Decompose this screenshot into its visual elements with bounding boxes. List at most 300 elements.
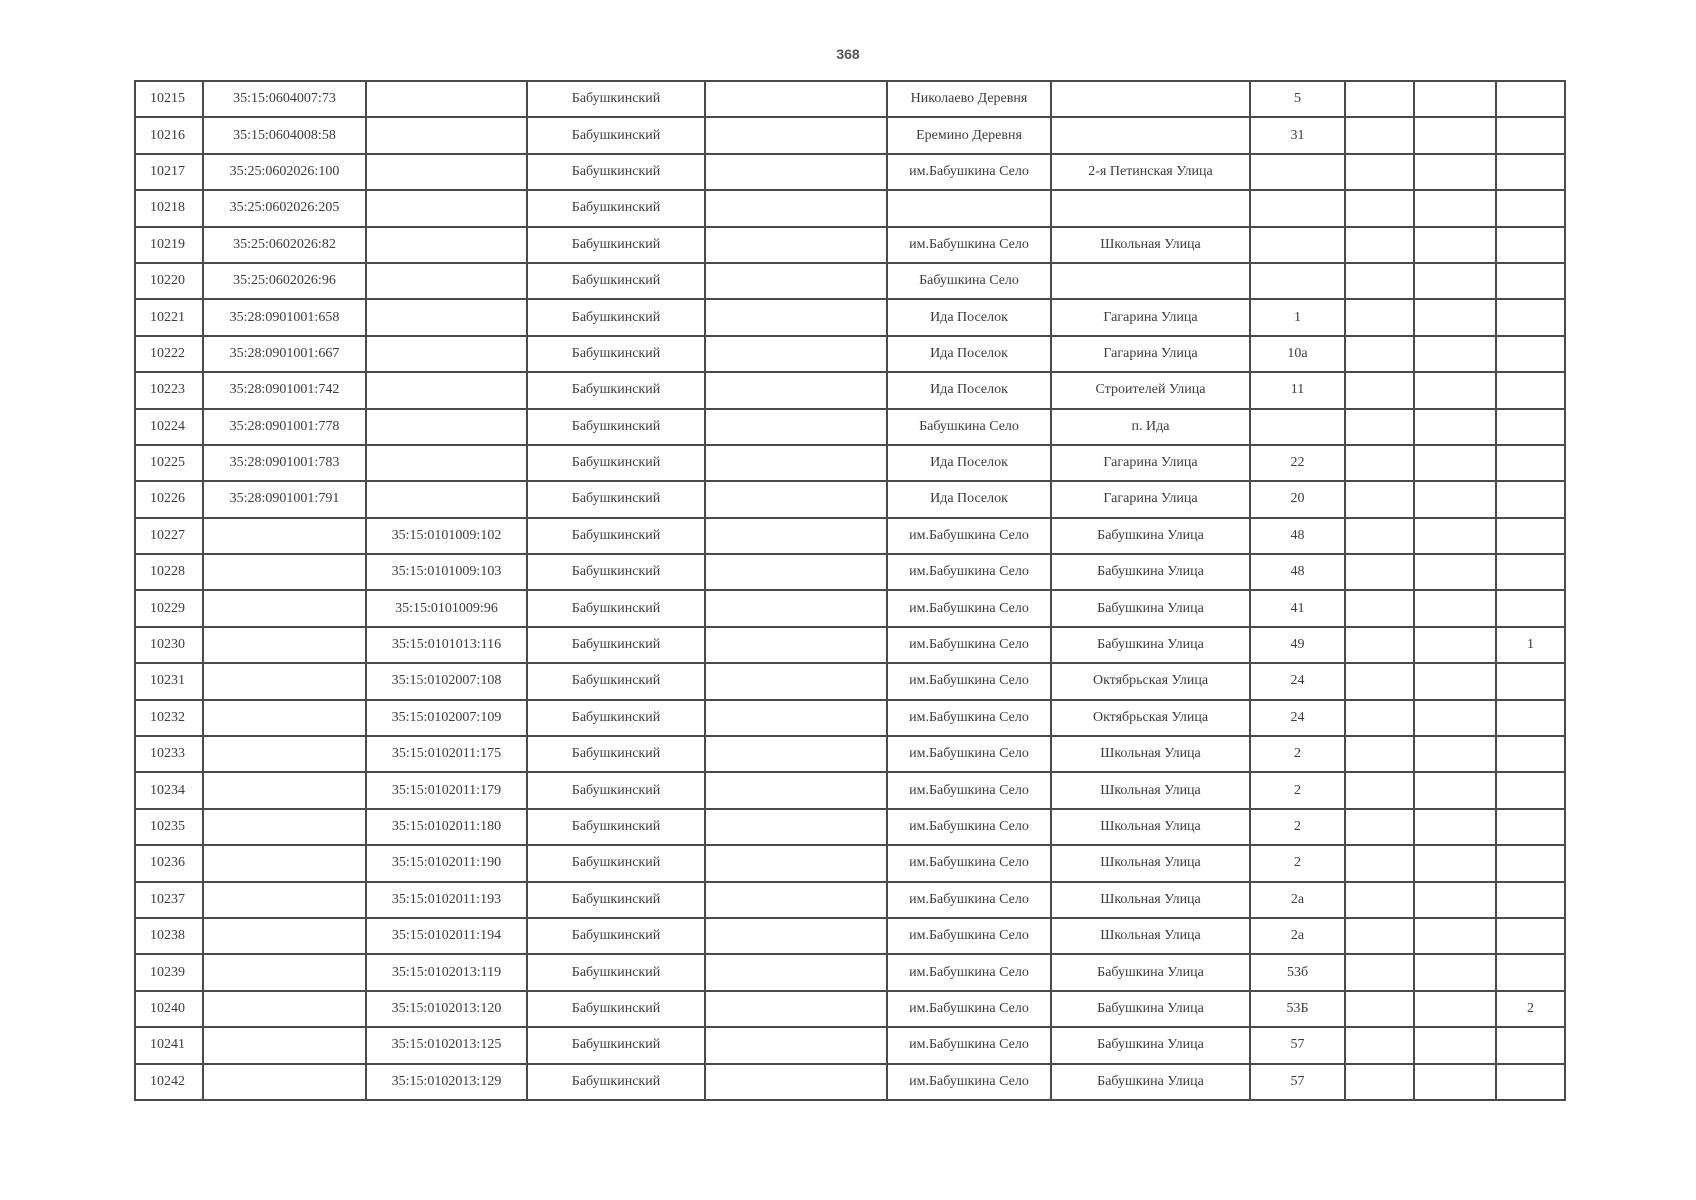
cell-house: 2 <box>1250 736 1345 772</box>
cell-district: Бабушкинский <box>527 445 705 481</box>
cell-col11: 2 <box>1496 991 1565 1027</box>
cell-house: 57 <box>1250 1027 1345 1063</box>
cell-col9 <box>1345 518 1414 554</box>
cell-col11 <box>1496 809 1565 845</box>
cell-house: 11 <box>1250 372 1345 408</box>
cell-house: 24 <box>1250 700 1345 736</box>
table-row <box>135 336 1565 372</box>
cell-col10 <box>1414 263 1496 299</box>
cell-cadastral-a: 35:28:0901001:783 <box>203 445 366 481</box>
cell-col10 <box>1414 336 1496 372</box>
cell-number: 10235 <box>135 809 203 845</box>
cell-house: 5 <box>1250 81 1345 117</box>
cell-col9 <box>1345 845 1414 881</box>
cell-street: Гагарина Улица <box>1051 445 1250 481</box>
cell-cadastral-a: 35:15:0604008:58 <box>203 117 366 153</box>
table-row <box>135 663 1565 699</box>
cell-col11 <box>1496 190 1565 226</box>
cell-number: 10234 <box>135 772 203 808</box>
cell-col9 <box>1345 918 1414 954</box>
cell-col10 <box>1414 117 1496 153</box>
cell-col5 <box>705 736 887 772</box>
cell-district: Бабушкинский <box>527 882 705 918</box>
cell-col11 <box>1496 918 1565 954</box>
cell-cadastral-b: 35:15:0102007:109 <box>366 700 527 736</box>
cell-house: 2а <box>1250 918 1345 954</box>
cell-cadastral-a <box>203 1027 366 1063</box>
table-row <box>135 409 1565 445</box>
cell-district: Бабушкинский <box>527 263 705 299</box>
cell-col9 <box>1345 227 1414 263</box>
cell-locality: Николаево Деревня <box>887 81 1051 117</box>
cell-number: 10222 <box>135 336 203 372</box>
cell-number: 10219 <box>135 227 203 263</box>
cell-number: 10226 <box>135 481 203 517</box>
cell-col9 <box>1345 1064 1414 1100</box>
cell-street: Бабушкина Улица <box>1051 954 1250 990</box>
cell-number: 10216 <box>135 117 203 153</box>
cell-locality: им.Бабушкина Село <box>887 954 1051 990</box>
cell-col10 <box>1414 882 1496 918</box>
cell-district: Бабушкинский <box>527 227 705 263</box>
table-row <box>135 263 1565 299</box>
cell-col11 <box>1496 445 1565 481</box>
cell-district: Бабушкинский <box>527 590 705 626</box>
cell-number: 10215 <box>135 81 203 117</box>
cell-street: Бабушкина Улица <box>1051 627 1250 663</box>
cell-street: Бабушкина Улица <box>1051 554 1250 590</box>
cell-col10 <box>1414 154 1496 190</box>
cell-col5 <box>705 117 887 153</box>
cell-house: 49 <box>1250 627 1345 663</box>
cell-house: 57 <box>1250 1064 1345 1100</box>
cell-number: 10229 <box>135 590 203 626</box>
cell-cadastral-a <box>203 627 366 663</box>
cell-col5 <box>705 845 887 881</box>
cell-street: Школьная Улица <box>1051 918 1250 954</box>
cell-col10 <box>1414 991 1496 1027</box>
cell-street: Школьная Улица <box>1051 882 1250 918</box>
cell-number: 10224 <box>135 409 203 445</box>
cell-cadastral-b: 35:15:0102013:120 <box>366 991 527 1027</box>
cell-street: Школьная Улица <box>1051 736 1250 772</box>
cell-house: 41 <box>1250 590 1345 626</box>
cell-col11 <box>1496 663 1565 699</box>
cell-col9 <box>1345 117 1414 153</box>
cell-district: Бабушкинский <box>527 772 705 808</box>
cell-number: 10225 <box>135 445 203 481</box>
cell-col5 <box>705 1064 887 1100</box>
cell-cadastral-b: 35:15:0102007:108 <box>366 663 527 699</box>
cell-col5 <box>705 700 887 736</box>
cell-street: Школьная Улица <box>1051 772 1250 808</box>
cell-col5 <box>705 590 887 626</box>
cell-district: Бабушкинский <box>527 372 705 408</box>
cell-col10 <box>1414 700 1496 736</box>
cell-house <box>1250 409 1345 445</box>
cell-locality: Ида Поселок <box>887 299 1051 335</box>
cell-cadastral-a <box>203 809 366 845</box>
table-row <box>135 554 1565 590</box>
cell-cadastral-a: 35:28:0901001:658 <box>203 299 366 335</box>
cell-col9 <box>1345 882 1414 918</box>
cell-col9 <box>1345 481 1414 517</box>
cell-col9 <box>1345 299 1414 335</box>
cell-col9 <box>1345 263 1414 299</box>
table-row <box>135 700 1565 736</box>
cell-number: 10236 <box>135 845 203 881</box>
cell-cadastral-b: 35:15:0102011:180 <box>366 809 527 845</box>
cell-locality: им.Бабушкина Село <box>887 918 1051 954</box>
table-row <box>135 1027 1565 1063</box>
cell-number: 10240 <box>135 991 203 1027</box>
cell-col5 <box>705 154 887 190</box>
cell-house: 31 <box>1250 117 1345 153</box>
cell-col10 <box>1414 845 1496 881</box>
cell-district: Бабушкинский <box>527 954 705 990</box>
cell-cadastral-b: 35:15:0102013:119 <box>366 954 527 990</box>
cell-house: 48 <box>1250 518 1345 554</box>
cell-col10 <box>1414 772 1496 808</box>
cell-col11 <box>1496 554 1565 590</box>
cell-cadastral-a <box>203 700 366 736</box>
cell-col9 <box>1345 736 1414 772</box>
cell-locality: им.Бабушкина Село <box>887 700 1051 736</box>
cell-house <box>1250 263 1345 299</box>
cell-col10 <box>1414 1027 1496 1063</box>
cell-col5 <box>705 991 887 1027</box>
cell-col9 <box>1345 336 1414 372</box>
cell-locality: им.Бабушкина Село <box>887 772 1051 808</box>
table-row <box>135 845 1565 881</box>
cell-street: Бабушкина Улица <box>1051 991 1250 1027</box>
cell-locality: им.Бабушкина Село <box>887 882 1051 918</box>
cell-district: Бабушкинский <box>527 663 705 699</box>
cell-number: 10223 <box>135 372 203 408</box>
cell-cadastral-b <box>366 299 527 335</box>
cell-col5 <box>705 663 887 699</box>
cell-street: Октябрьская Улица <box>1051 700 1250 736</box>
cell-cadastral-b <box>366 336 527 372</box>
table-row <box>135 882 1565 918</box>
cell-locality: Бабушкина Село <box>887 263 1051 299</box>
cell-col10 <box>1414 554 1496 590</box>
cell-district: Бабушкинский <box>527 1064 705 1100</box>
cell-house: 22 <box>1250 445 1345 481</box>
cell-cadastral-b: 35:15:0102011:175 <box>366 736 527 772</box>
cell-house: 53б <box>1250 954 1345 990</box>
cell-col10 <box>1414 663 1496 699</box>
cell-col11 <box>1496 154 1565 190</box>
table-row <box>135 117 1565 153</box>
cell-col5 <box>705 772 887 808</box>
cell-district: Бабушкинский <box>527 117 705 153</box>
cell-street <box>1051 117 1250 153</box>
cell-house: 48 <box>1250 554 1345 590</box>
cell-district: Бабушкинский <box>527 845 705 881</box>
cell-locality: Ида Поселок <box>887 445 1051 481</box>
cell-cadastral-a <box>203 772 366 808</box>
cell-street: 2-я Петинская Улица <box>1051 154 1250 190</box>
cell-locality: Ида Поселок <box>887 336 1051 372</box>
cell-col10 <box>1414 518 1496 554</box>
cell-number: 10242 <box>135 1064 203 1100</box>
cell-col11 <box>1496 882 1565 918</box>
cell-col11 <box>1496 299 1565 335</box>
cell-col5 <box>705 627 887 663</box>
table-body <box>135 81 1565 1100</box>
table-row <box>135 190 1565 226</box>
cell-house: 10а <box>1250 336 1345 372</box>
cell-district: Бабушкинский <box>527 1027 705 1063</box>
cell-house: 2 <box>1250 809 1345 845</box>
cell-col5 <box>705 518 887 554</box>
cell-col11 <box>1496 1064 1565 1100</box>
cell-locality: Еремино Деревня <box>887 117 1051 153</box>
cell-col11 <box>1496 845 1565 881</box>
table-row <box>135 445 1565 481</box>
cell-col5 <box>705 190 887 226</box>
cell-number: 10231 <box>135 663 203 699</box>
cell-cadastral-a: 35:15:0604007:73 <box>203 81 366 117</box>
cell-col10 <box>1414 736 1496 772</box>
table-row <box>135 1064 1565 1100</box>
cell-col5 <box>705 445 887 481</box>
cell-locality: Бабушкина Село <box>887 409 1051 445</box>
cell-district: Бабушкинский <box>527 736 705 772</box>
cell-locality: им.Бабушкина Село <box>887 809 1051 845</box>
cell-district: Бабушкинский <box>527 481 705 517</box>
cell-locality: им.Бабушкина Село <box>887 1064 1051 1100</box>
cell-cadastral-b: 35:15:0101013:116 <box>366 627 527 663</box>
cell-street: Школьная Улица <box>1051 845 1250 881</box>
table-row <box>135 772 1565 808</box>
cell-street <box>1051 190 1250 226</box>
cell-number: 10239 <box>135 954 203 990</box>
cell-house: 2 <box>1250 772 1345 808</box>
cell-district: Бабушкинский <box>527 918 705 954</box>
cell-cadastral-b <box>366 409 527 445</box>
cell-cadastral-b <box>366 263 527 299</box>
cell-street: Школьная Улица <box>1051 227 1250 263</box>
cell-street: Октябрьская Улица <box>1051 663 1250 699</box>
cell-col9 <box>1345 991 1414 1027</box>
cell-cadastral-b <box>366 154 527 190</box>
cell-cadastral-b: 35:15:0102011:194 <box>366 918 527 954</box>
cell-street <box>1051 81 1250 117</box>
cell-locality: им.Бабушкина Село <box>887 227 1051 263</box>
cell-col9 <box>1345 809 1414 845</box>
cell-district: Бабушкинский <box>527 518 705 554</box>
cell-number: 10241 <box>135 1027 203 1063</box>
cell-number: 10220 <box>135 263 203 299</box>
cell-col5 <box>705 481 887 517</box>
cell-number: 10218 <box>135 190 203 226</box>
cell-col9 <box>1345 372 1414 408</box>
table-row <box>135 809 1565 845</box>
cell-col11 <box>1496 336 1565 372</box>
cell-col10 <box>1414 409 1496 445</box>
cell-district: Бабушкинский <box>527 336 705 372</box>
cell-cadastral-a: 35:25:0602026:96 <box>203 263 366 299</box>
cell-col9 <box>1345 154 1414 190</box>
cell-cadastral-a <box>203 663 366 699</box>
cell-col9 <box>1345 627 1414 663</box>
cell-locality: Ида Поселок <box>887 481 1051 517</box>
cell-locality: им.Бабушкина Село <box>887 845 1051 881</box>
cell-district: Бабушкинский <box>527 991 705 1027</box>
table-row <box>135 954 1565 990</box>
cell-cadastral-b <box>366 372 527 408</box>
cell-col10 <box>1414 918 1496 954</box>
cell-col9 <box>1345 1027 1414 1063</box>
cell-number: 10221 <box>135 299 203 335</box>
cell-col10 <box>1414 227 1496 263</box>
cell-col11 <box>1496 372 1565 408</box>
cell-district: Бабушкинский <box>527 627 705 663</box>
cell-cadastral-b: 35:15:0102013:129 <box>366 1064 527 1100</box>
cell-col9 <box>1345 772 1414 808</box>
cell-col9 <box>1345 954 1414 990</box>
cell-house: 1 <box>1250 299 1345 335</box>
cell-cadastral-b <box>366 117 527 153</box>
cell-cadastral-b: 35:15:0101009:103 <box>366 554 527 590</box>
cell-house: 20 <box>1250 481 1345 517</box>
cell-cadastral-b <box>366 190 527 226</box>
cell-district: Бабушкинский <box>527 700 705 736</box>
cell-cadastral-a: 35:25:0602026:82 <box>203 227 366 263</box>
cell-col11 <box>1496 772 1565 808</box>
cell-street: Бабушкина Улица <box>1051 518 1250 554</box>
cell-cadastral-a <box>203 736 366 772</box>
table-row <box>135 736 1565 772</box>
table-row <box>135 299 1565 335</box>
cell-col9 <box>1345 445 1414 481</box>
cell-col10 <box>1414 81 1496 117</box>
cell-cadastral-a <box>203 554 366 590</box>
cell-house <box>1250 190 1345 226</box>
cell-col10 <box>1414 445 1496 481</box>
cell-cadastral-a: 35:28:0901001:667 <box>203 336 366 372</box>
cell-col9 <box>1345 409 1414 445</box>
cell-locality <box>887 190 1051 226</box>
cell-col10 <box>1414 299 1496 335</box>
cell-col11: 1 <box>1496 627 1565 663</box>
cell-district: Бабушкинский <box>527 154 705 190</box>
cell-cadastral-a <box>203 845 366 881</box>
cell-cadastral-b: 35:15:0102011:193 <box>366 882 527 918</box>
cell-col10 <box>1414 190 1496 226</box>
page-number: 368 <box>836 46 860 62</box>
table-row <box>135 81 1565 117</box>
cell-number: 10237 <box>135 882 203 918</box>
cell-street: п. Ида <box>1051 409 1250 445</box>
registry-table <box>134 80 1566 1101</box>
cell-street: Гагарина Улица <box>1051 299 1250 335</box>
cell-district: Бабушкинский <box>527 809 705 845</box>
cell-street: Бабушкина Улица <box>1051 1027 1250 1063</box>
cell-number: 10228 <box>135 554 203 590</box>
cell-col5 <box>705 263 887 299</box>
cell-cadastral-b <box>366 481 527 517</box>
cell-col11 <box>1496 117 1565 153</box>
cell-street: Гагарина Улица <box>1051 336 1250 372</box>
cell-cadastral-b <box>366 445 527 481</box>
table-row <box>135 227 1565 263</box>
cell-locality: им.Бабушкина Село <box>887 991 1051 1027</box>
table-row <box>135 590 1565 626</box>
cell-col9 <box>1345 554 1414 590</box>
cell-col5 <box>705 954 887 990</box>
cell-locality: им.Бабушкина Село <box>887 154 1051 190</box>
cell-col11 <box>1496 1027 1565 1063</box>
cell-col11 <box>1496 263 1565 299</box>
cell-col10 <box>1414 590 1496 626</box>
cell-cadastral-a: 35:28:0901001:742 <box>203 372 366 408</box>
cell-col11 <box>1496 81 1565 117</box>
cell-col11 <box>1496 481 1565 517</box>
table-row <box>135 481 1565 517</box>
cell-col9 <box>1345 190 1414 226</box>
cell-locality: Ида Поселок <box>887 372 1051 408</box>
cell-col10 <box>1414 481 1496 517</box>
cell-street <box>1051 263 1250 299</box>
cell-col11 <box>1496 700 1565 736</box>
cell-cadastral-a: 35:25:0602026:205 <box>203 190 366 226</box>
table-row <box>135 154 1565 190</box>
cell-col11 <box>1496 736 1565 772</box>
cell-col5 <box>705 227 887 263</box>
cell-number: 10233 <box>135 736 203 772</box>
cell-col5 <box>705 336 887 372</box>
cell-col10 <box>1414 627 1496 663</box>
cell-cadastral-a <box>203 918 366 954</box>
table-row <box>135 991 1565 1027</box>
cell-col10 <box>1414 954 1496 990</box>
cell-cadastral-a: 35:28:0901001:778 <box>203 409 366 445</box>
cell-street: Бабушкина Улица <box>1051 1064 1250 1100</box>
cell-locality: им.Бабушкина Село <box>887 627 1051 663</box>
cell-cadastral-a: 35:28:0901001:791 <box>203 481 366 517</box>
cell-cadastral-a <box>203 882 366 918</box>
cell-locality: им.Бабушкина Село <box>887 590 1051 626</box>
cell-locality: им.Бабушкина Село <box>887 736 1051 772</box>
cell-district: Бабушкинский <box>527 554 705 590</box>
cell-cadastral-a <box>203 1064 366 1100</box>
table-row <box>135 372 1565 408</box>
cell-col10 <box>1414 372 1496 408</box>
table-row <box>135 518 1565 554</box>
cell-street: Бабушкина Улица <box>1051 590 1250 626</box>
cell-cadastral-a <box>203 518 366 554</box>
cell-cadastral-a <box>203 954 366 990</box>
cell-number: 10230 <box>135 627 203 663</box>
cell-district: Бабушкинский <box>527 409 705 445</box>
cell-cadastral-a: 35:25:0602026:100 <box>203 154 366 190</box>
cell-col11 <box>1496 590 1565 626</box>
table-row <box>135 627 1565 663</box>
cell-col5 <box>705 882 887 918</box>
cell-number: 10232 <box>135 700 203 736</box>
cell-locality: им.Бабушкина Село <box>887 663 1051 699</box>
cell-col5 <box>705 81 887 117</box>
cell-col5 <box>705 372 887 408</box>
cell-cadastral-b: 35:15:0102011:190 <box>366 845 527 881</box>
cell-house: 53Б <box>1250 991 1345 1027</box>
cell-street: Строителей Улица <box>1051 372 1250 408</box>
cell-col11 <box>1496 518 1565 554</box>
cell-col10 <box>1414 1064 1496 1100</box>
